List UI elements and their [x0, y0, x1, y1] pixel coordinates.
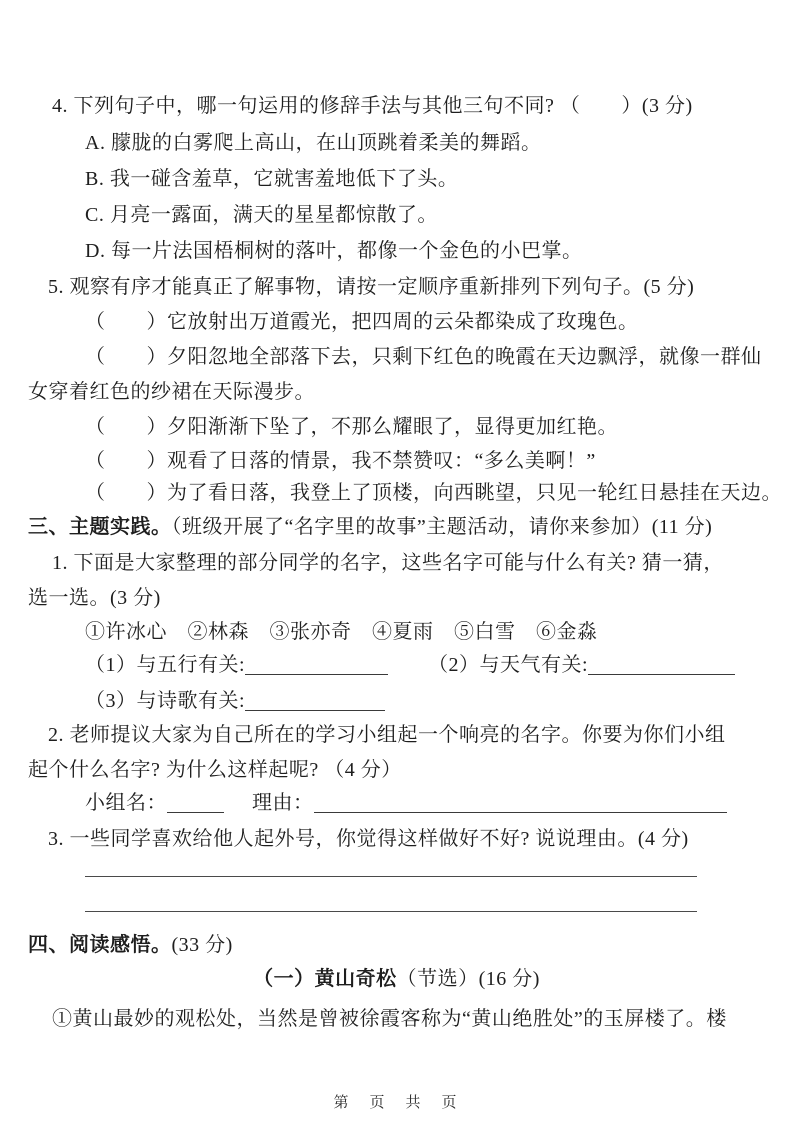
answer-blank-group-name — [167, 792, 224, 813]
s3-question-3-line1: 3. 一些同学喜欢给他人起外号，你觉得这样做好不好? 说说理由。(4 分) — [48, 828, 689, 850]
section-3-title-note: （班级开展了“名字里的故事”主题活动，请你来参加）(11 分) — [171, 516, 713, 538]
answer-blank-weather — [588, 654, 735, 675]
reading-1-suffix: （节选）(16 分) — [396, 968, 540, 990]
question-5-item-3: （ ）夕阳渐渐下坠了，不那么耀眼了，显得更加红艳。 — [85, 416, 618, 438]
s3-question-1-line1: 1. 下面是大家整理的部分同学的名字，这些名字可能与什么有关? 猜一猜， — [52, 552, 724, 574]
question-4-option-b: B. 我一碰含羞草，它就害羞地低下了头。 — [85, 168, 459, 190]
question-5-item-5: （ ）为了看日落，我登上了顶楼，向西眺望，只见一轮红日悬挂在天边。 — [85, 482, 782, 504]
s3-question-1-name-list: ①许冰心 ②林森 ③张亦奇 ④夏雨 ⑤白雪 ⑥金淼 — [85, 621, 598, 643]
blank-label-five-elements: （1）与五行有关: — [85, 654, 246, 676]
reading-1-title: 黄山奇松 — [314, 968, 397, 990]
question-5-item-2-continuation: 女穿着红色的纱裙在天际漫步。 — [28, 381, 315, 403]
s3-question-2-line1: 2. 老师提议大家为自己所在的学习小组起一个响亮的名字。你要为你们小组 — [48, 724, 726, 746]
question-4-stem: 4. 下列句子中，哪一句运用的修辞手法与其他三句不同? （ ）(3 分) — [52, 95, 693, 117]
section-4-title-note: (33 分) — [171, 934, 233, 956]
answer-line-1 — [85, 876, 697, 877]
s3-question-2-blanks-row — [85, 790, 727, 816]
answer-blank-reason — [314, 792, 727, 813]
reading-1-heading — [0, 966, 793, 992]
question-4-option-a: A. 朦胧的白雾爬上高山，在山顶跳着柔美的舞蹈。 — [85, 132, 542, 154]
question-5-item-2: （ ）夕阳忽地全部落下去，只剩下红色的晚霞在天边飘浮，就像一群仙 — [85, 346, 762, 368]
question-5-item-4: （ ）观看了日落的情景，我不禁赞叹：“多么美啊！” — [85, 450, 596, 472]
blank-label-weather: （2）与天气有关: — [428, 654, 589, 676]
reason-label: 理由： — [252, 792, 314, 814]
s3-question-1-line2: 选一选。(3 分) — [28, 587, 161, 609]
question-5-item-1: （ ）它放射出万道霞光，把四周的云朵都染成了玫瑰色。 — [85, 311, 639, 333]
answer-line-2 — [85, 911, 697, 912]
answer-blank-five-elements — [245, 654, 388, 675]
reading-1-label: （一） — [253, 968, 315, 990]
page-footer: 第 页 共 页 — [333, 1095, 460, 1111]
s3-question-1-blanks-row2 — [85, 688, 385, 714]
question-4-option-c: C. 月亮一露面，满天的星星都惊散了。 — [85, 204, 438, 226]
question-4-option-d: D. 每一片法国梧桐树的落叶，都像一个金色的小巴掌。 — [85, 240, 583, 262]
s3-question-1-blanks-row1 — [85, 652, 735, 678]
group-name-label: 小组名： — [85, 792, 167, 814]
answer-blank-poetry — [245, 690, 385, 711]
reading-1-paragraph-line1: ①黄山最妙的观松处，当然是曾被徐霞客称为“黄山绝胜处”的玉屏楼了。楼 — [52, 1008, 727, 1030]
s3-question-2-line2: 起个什么名字? 为什么这样起呢? （4 分） — [28, 759, 402, 781]
section-3-heading — [28, 514, 712, 540]
blank-label-poetry: （3）与诗歌有关: — [85, 690, 246, 712]
section-3-title: 三、主题实践。 — [28, 516, 172, 538]
question-5-stem: 5. 观察有序才能真正了解事物，请按一定顺序重新排列下列句子。(5 分) — [48, 276, 695, 298]
section-4-title: 四、阅读感悟。 — [28, 934, 172, 956]
section-4-heading — [28, 932, 233, 958]
